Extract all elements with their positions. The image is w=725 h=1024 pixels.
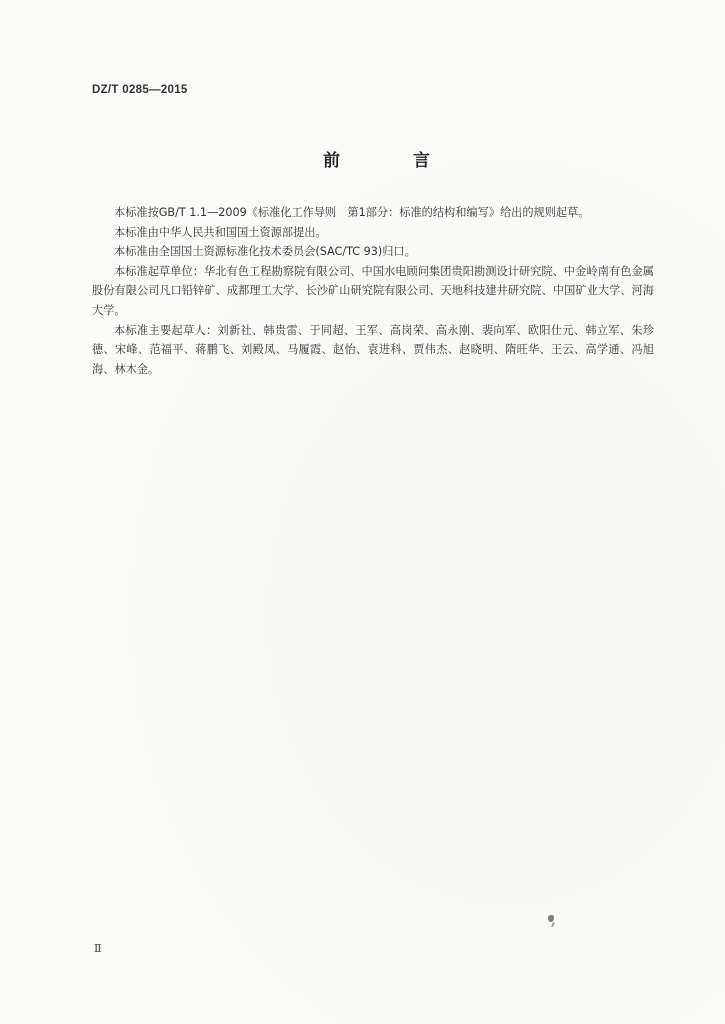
page-number: Ⅱ [94, 942, 102, 955]
paragraph-drafting-organizations: 本标准起草单位：华北有色工程勘察院有限公司、中国水电顾问集团贵阳勘测设计研究院、中金岭南有色金属股份有限公司凡口铅锌矿、成都理工大学、长沙矿山研究院有限公司、天地科技建井研究院、中国矿业大学、河海大学。 [92, 264, 654, 317]
foreword-body [92, 203, 654, 379]
scan-speck-tail [551, 922, 555, 927]
paragraph-technical-committee: 本标准由全国国土资源标准化技术委员会(SAC/TC 93)归口。 [114, 245, 416, 259]
page-title: 前 言 [323, 151, 458, 171]
paragraph-proposer: 本标准由中华人民共和国国土资源部提出。 [114, 225, 327, 239]
paragraph-drafting-rules: 本标准按GB/T 1.1—2009《标准化工作导则 第1部分：标准的结构和编写》给出的规则起草。 [114, 206, 590, 219]
standard-code: DZ/T 0285—2015 [92, 84, 188, 96]
paragraph-drafters: 本标准主要起草人：刘新社、韩贵雷、于同超、王军、高岗荣、高永刚、裴向军、欧阳仕元、韩立军、朱珍德、宋峰、范福平、蒋鹏飞、刘殿凤、马履霞、赵怡、袁进科、贾伟杰、赵晓明、隋旺华、王云、高学通、冯旭海、林木金。 [92, 323, 654, 376]
